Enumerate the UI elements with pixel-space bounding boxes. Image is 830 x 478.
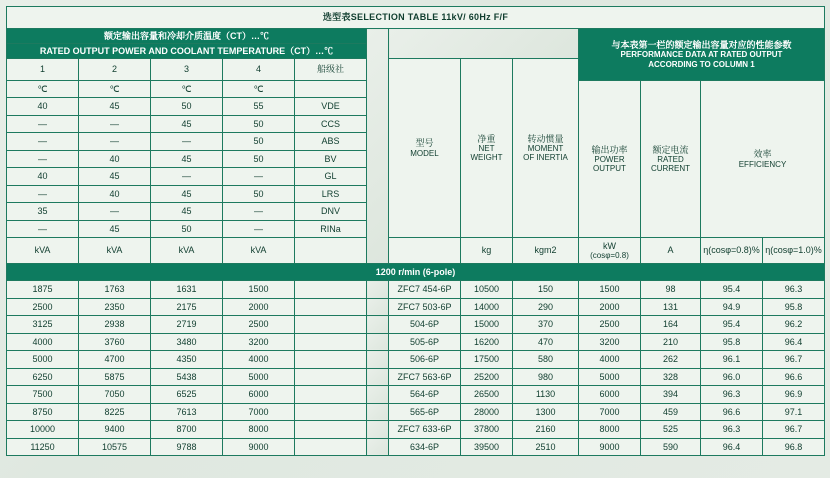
ct-value: 50 xyxy=(151,220,223,238)
weight-value: 16200 xyxy=(461,333,513,351)
inertia-value: 980 xyxy=(513,368,579,386)
table-row xyxy=(7,403,825,421)
kva-col4: 6000 xyxy=(223,386,295,404)
power-output-header-en2: OUTPUT xyxy=(593,164,626,174)
kva-col1: 8750 xyxy=(7,403,79,421)
current-value: 328 xyxy=(641,368,701,386)
kva-col4: 1500 xyxy=(223,281,295,299)
rated-current-header-en1: RATED xyxy=(657,154,684,164)
inertia-header-en2: OF INERTIA xyxy=(523,153,568,163)
power-value: 4000 xyxy=(579,351,641,369)
power-value: 5000 xyxy=(579,368,641,386)
kva-col4: 2500 xyxy=(223,316,295,334)
inertia-value: 1130 xyxy=(513,386,579,404)
unit-inertia: kgm2 xyxy=(513,238,579,264)
current-value: 164 xyxy=(641,316,701,334)
efficiency-header-cn: 效率 xyxy=(753,149,772,160)
temp-unit-2: ℃ xyxy=(79,81,151,98)
rated-current-header-en2: CURRENT xyxy=(650,164,691,174)
unit-kva-2: kVA xyxy=(79,238,151,264)
net-weight-header-cn: 净重 xyxy=(477,133,496,144)
power-value: 9000 xyxy=(579,438,641,456)
weight-value: 17500 xyxy=(461,351,513,369)
current-value: 459 xyxy=(641,403,701,421)
unit-kva-4: kVA xyxy=(223,238,295,264)
society-blank xyxy=(295,368,367,386)
unit-efficiency-10: η(cosφ=1.0)% xyxy=(763,238,825,264)
kva-col3: 2719 xyxy=(151,316,223,334)
spacer-cell xyxy=(367,298,389,316)
kva-col1: 4000 xyxy=(7,333,79,351)
current-value: 590 xyxy=(641,438,701,456)
rated-header-row xyxy=(7,29,825,44)
kva-col3: 6525 xyxy=(151,386,223,404)
inertia-header-cn: 转动惯量 xyxy=(527,133,564,144)
kva-col4: 3200 xyxy=(223,333,295,351)
society-name: ABS xyxy=(295,133,367,151)
model-value: ZFC7 563-6P xyxy=(389,368,461,386)
ct-value: 45 xyxy=(151,150,223,168)
kva-col1: 6250 xyxy=(7,368,79,386)
kva-col2: 5875 xyxy=(79,368,151,386)
efficiency-08-value: 96.1 xyxy=(701,351,763,369)
table-row xyxy=(7,298,825,316)
society-blank xyxy=(295,281,367,299)
society-name: GL xyxy=(295,168,367,186)
ct-value: — xyxy=(79,133,151,151)
ct-value: — xyxy=(151,133,223,151)
weight-value: 39500 xyxy=(461,438,513,456)
units-row xyxy=(7,238,825,264)
ct-value: 50 xyxy=(151,98,223,116)
power-output-header-en1: POWER xyxy=(594,154,625,164)
society-blank xyxy=(295,403,367,421)
table-row xyxy=(7,368,825,386)
kva-col2: 9400 xyxy=(79,421,151,439)
net-weight-header-en1: NET xyxy=(478,143,495,153)
model-value: ZFC7 503-6P xyxy=(389,298,461,316)
efficiency-10-value: 97.1 xyxy=(763,403,825,421)
ct-value: 50 xyxy=(223,185,295,203)
spacer-cell xyxy=(367,281,389,299)
society-header: 船级社 xyxy=(295,59,367,81)
unit-kva-3: kVA xyxy=(151,238,223,264)
efficiency-10-value: 96.3 xyxy=(763,281,825,299)
ct-value: — xyxy=(223,220,295,238)
spacer-cell xyxy=(367,403,389,421)
current-value: 394 xyxy=(641,386,701,404)
kva-col1: 5000 xyxy=(7,351,79,369)
power-value: 2500 xyxy=(579,316,641,334)
ct-value: 45 xyxy=(151,115,223,133)
ct-value: 45 xyxy=(151,185,223,203)
efficiency-08-value: 96.3 xyxy=(701,421,763,439)
inertia-value: 470 xyxy=(513,333,579,351)
kva-col4: 2000 xyxy=(223,298,295,316)
society-name: RINa xyxy=(295,220,367,238)
unit-power-line2: (cosφ=0.8) xyxy=(590,251,629,261)
performance-header-cn: 与本表第一栏的额定输出容量对应的性能参数 xyxy=(611,40,792,51)
society-blank xyxy=(295,351,367,369)
weight-value: 37800 xyxy=(461,421,513,439)
society-name: BV xyxy=(295,150,367,168)
efficiency-10-value: 95.8 xyxy=(763,298,825,316)
ct-value: — xyxy=(223,168,295,186)
page-title: 选型表SELECTION TABLE 11kV/ 60Hz F/F xyxy=(7,7,825,29)
kva-col1: 1875 xyxy=(7,281,79,299)
efficiency-08-value: 96.6 xyxy=(701,403,763,421)
ct-value: — xyxy=(79,115,151,133)
spacer-column xyxy=(367,29,389,264)
spacer-cell xyxy=(367,421,389,439)
rated-current-header-cn: 额定电流 xyxy=(652,144,689,155)
table-row xyxy=(7,351,825,369)
society-name: VDE xyxy=(295,98,367,116)
ct-value: 40 xyxy=(79,150,151,168)
efficiency-08-value: 95.4 xyxy=(701,316,763,334)
temp-unit-3: ℃ xyxy=(151,81,223,98)
society-blank xyxy=(295,386,367,404)
table-row xyxy=(7,281,825,299)
kva-col4: 8000 xyxy=(223,421,295,439)
ct-value: 40 xyxy=(7,98,79,116)
current-value: 131 xyxy=(641,298,701,316)
rated-current-header xyxy=(641,81,701,238)
efficiency-08-value: 95.4 xyxy=(701,281,763,299)
ct-value: 45 xyxy=(79,220,151,238)
model-header-cn: 型号 xyxy=(415,138,434,149)
ct-value: — xyxy=(7,150,79,168)
column-number-3: 3 xyxy=(151,59,223,81)
power-value: 2000 xyxy=(579,298,641,316)
ct-value: 45 xyxy=(151,203,223,221)
pole-group-row xyxy=(7,264,825,281)
model-header-en: MODEL xyxy=(410,148,439,158)
power-value: 1500 xyxy=(579,281,641,299)
society-blank xyxy=(295,333,367,351)
inertia-value: 1300 xyxy=(513,403,579,421)
inertia-value: 580 xyxy=(513,351,579,369)
spacer-cell xyxy=(367,351,389,369)
efficiency-10-value: 96.9 xyxy=(763,386,825,404)
efficiency-10-value: 96.7 xyxy=(763,421,825,439)
temp-unit-1: ℃ xyxy=(7,81,79,98)
efficiency-10-value: 96.8 xyxy=(763,438,825,456)
performance-header xyxy=(579,29,825,81)
spacer-model-header xyxy=(389,29,579,59)
unit-society-blank xyxy=(295,238,367,264)
society-name: CCS xyxy=(295,115,367,133)
kva-col2: 8225 xyxy=(79,403,151,421)
weight-value: 28000 xyxy=(461,403,513,421)
spacer-cell xyxy=(367,333,389,351)
kva-col3: 9788 xyxy=(151,438,223,456)
inertia-header-en1: MOMENT xyxy=(527,143,564,153)
column-number-4: 4 xyxy=(223,59,295,81)
net-weight-header-en2: WEIGHT xyxy=(470,153,503,163)
kva-col1: 2500 xyxy=(7,298,79,316)
kva-col4: 4000 xyxy=(223,351,295,369)
weight-value: 26500 xyxy=(461,386,513,404)
ct-value: — xyxy=(7,115,79,133)
weight-value: 15000 xyxy=(461,316,513,334)
unit-efficiency-08: η(cosφ=0.8)% xyxy=(701,238,763,264)
society-name: LRS xyxy=(295,185,367,203)
kva-col1: 3125 xyxy=(7,316,79,334)
society-blank xyxy=(295,438,367,456)
temp-unit-4: ℃ xyxy=(223,81,295,98)
efficiency-08-value: 96.0 xyxy=(701,368,763,386)
rated-header-cn: 额定输出容量和冷却介质温度（CT）…℃ xyxy=(7,29,367,44)
inertia-value: 2160 xyxy=(513,421,579,439)
kva-col2: 7050 xyxy=(79,386,151,404)
model-value: ZFC7 633-6P xyxy=(389,421,461,439)
ct-value: — xyxy=(7,220,79,238)
unit-power xyxy=(579,238,641,264)
power-value: 7000 xyxy=(579,403,641,421)
ct-value: 35 xyxy=(7,203,79,221)
kva-col2: 1763 xyxy=(79,281,151,299)
model-value: 565-6P xyxy=(389,403,461,421)
ct-value: — xyxy=(79,203,151,221)
ct-value: 50 xyxy=(223,133,295,151)
kva-col4: 5000 xyxy=(223,368,295,386)
spacer-cell xyxy=(367,438,389,456)
efficiency-08-value: 95.8 xyxy=(701,333,763,351)
spacer-cell xyxy=(367,386,389,404)
inertia-value: 290 xyxy=(513,298,579,316)
inertia-value: 2510 xyxy=(513,438,579,456)
ct-value: 50 xyxy=(223,115,295,133)
current-value: 525 xyxy=(641,421,701,439)
ct-value: — xyxy=(7,185,79,203)
ct-value: 50 xyxy=(223,150,295,168)
column-number-1: 1 xyxy=(7,59,79,81)
society-name: DNV xyxy=(295,203,367,221)
weight-value: 14000 xyxy=(461,298,513,316)
table-row xyxy=(7,421,825,439)
kva-col4: 9000 xyxy=(223,438,295,456)
table-row xyxy=(7,438,825,456)
kva-col2: 2938 xyxy=(79,316,151,334)
kva-col4: 7000 xyxy=(223,403,295,421)
kva-col3: 7613 xyxy=(151,403,223,421)
pole-group-label: 1200 r/min (6-pole) xyxy=(7,264,825,281)
ct-value: 40 xyxy=(79,185,151,203)
power-value: 3200 xyxy=(579,333,641,351)
kva-col3: 3480 xyxy=(151,333,223,351)
ct-value: — xyxy=(151,168,223,186)
inertia-header xyxy=(513,59,579,238)
table-row xyxy=(7,333,825,351)
unit-weight: kg xyxy=(461,238,513,264)
inertia-value: 370 xyxy=(513,316,579,334)
kva-col1: 10000 xyxy=(7,421,79,439)
power-output-header xyxy=(579,81,641,238)
efficiency-10-value: 96.6 xyxy=(763,368,825,386)
current-value: 210 xyxy=(641,333,701,351)
kva-col2: 10575 xyxy=(79,438,151,456)
model-value: ZFC7 454-6P xyxy=(389,281,461,299)
spacer-cell xyxy=(367,316,389,334)
table-row xyxy=(7,316,825,334)
efficiency-08-value: 96.4 xyxy=(701,438,763,456)
model-value: 564-6P xyxy=(389,386,461,404)
column-number-2: 2 xyxy=(79,59,151,81)
kva-col3: 8700 xyxy=(151,421,223,439)
unit-power-line1: kW xyxy=(603,240,616,251)
power-value: 6000 xyxy=(579,386,641,404)
kva-col3: 5438 xyxy=(151,368,223,386)
model-value: 504-6P xyxy=(389,316,461,334)
model-header xyxy=(389,59,461,238)
power-value: 8000 xyxy=(579,421,641,439)
kva-col3: 2175 xyxy=(151,298,223,316)
weight-value: 25200 xyxy=(461,368,513,386)
kva-col1: 7500 xyxy=(7,386,79,404)
rated-header-en: RATED OUTPUT POWER AND COOLANT TEMPERATURE（CT）…℃ xyxy=(7,44,367,59)
current-value: 98 xyxy=(641,281,701,299)
efficiency-10-value: 96.2 xyxy=(763,316,825,334)
table-row xyxy=(7,386,825,404)
society-blank xyxy=(295,421,367,439)
kva-col1: 11250 xyxy=(7,438,79,456)
efficiency-10-value: 96.7 xyxy=(763,351,825,369)
ct-value: 45 xyxy=(79,98,151,116)
model-value: 506-6P xyxy=(389,351,461,369)
ct-value: 45 xyxy=(79,168,151,186)
table-title-row xyxy=(7,7,825,29)
efficiency-08-value: 94.9 xyxy=(701,298,763,316)
unit-kva-1: kVA xyxy=(7,238,79,264)
efficiency-08-value: 96.3 xyxy=(701,386,763,404)
selection-table xyxy=(6,6,825,456)
inertia-value: 150 xyxy=(513,281,579,299)
society-blank xyxy=(295,298,367,316)
net-weight-header xyxy=(461,59,513,238)
power-output-header-cn: 输出功率 xyxy=(591,144,628,155)
efficiency-header-en: EFFICIENCY xyxy=(738,159,787,169)
ct-value: 55 xyxy=(223,98,295,116)
unit-current: A xyxy=(641,238,701,264)
current-value: 262 xyxy=(641,351,701,369)
kva-col2: 3760 xyxy=(79,333,151,351)
kva-col3: 1631 xyxy=(151,281,223,299)
model-value: 505-6P xyxy=(389,333,461,351)
performance-header-en2: ACCORDING TO COLUMN 1 xyxy=(648,59,755,69)
society-unit-blank xyxy=(295,81,367,98)
unit-model-blank xyxy=(389,238,461,264)
ct-value: — xyxy=(7,133,79,151)
kva-col2: 2350 xyxy=(79,298,151,316)
ct-value: 40 xyxy=(7,168,79,186)
ct-value: — xyxy=(223,203,295,221)
efficiency-header xyxy=(701,81,825,238)
kva-col2: 4700 xyxy=(79,351,151,369)
kva-col3: 4350 xyxy=(151,351,223,369)
spacer-cell xyxy=(367,368,389,386)
efficiency-10-value: 96.4 xyxy=(763,333,825,351)
performance-header-en1: PERFORMANCE DATA AT RATED OUTPUT xyxy=(620,50,783,60)
weight-value: 10500 xyxy=(461,281,513,299)
model-value: 634-6P xyxy=(389,438,461,456)
society-blank xyxy=(295,316,367,334)
